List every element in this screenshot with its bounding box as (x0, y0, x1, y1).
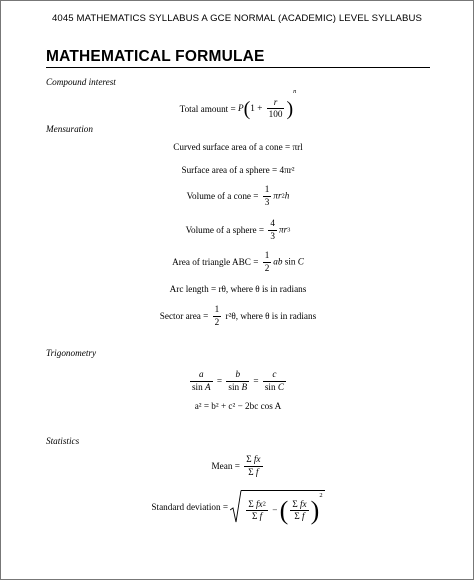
formula-cone-volume: Volume of a cone = $\frac{1}{3}$ πr2h (186, 184, 290, 207)
mean-label: Mean = (211, 461, 240, 472)
sector-area-label: Sector area = (159, 311, 209, 322)
section-compound-interest: Compound interest (46, 77, 116, 87)
formula-cosine-rule: a² = b² + c² − 2bc cos A (194, 401, 282, 411)
title-underline (46, 67, 430, 68)
formula-arc-length: Arc length = rθ, where θ is in radians (169, 284, 307, 294)
formula-triangle-area: Area of triangle ABC = $\frac{1}{2}$ ab sin C (172, 250, 304, 273)
formula-standard-deviation (46, 490, 430, 524)
page-header: 4045 MATHEMATICS SYLLABUS A GCE NORMAL (ACADEMIC) LEVEL SYLLABUS (51, 13, 422, 24)
sd-label: Standard deviation = (151, 501, 229, 512)
formula-sphere-volume: Volume of a sphere = $\frac{4}{3}$ πr3 (185, 218, 291, 241)
formula-total-amount: Total amount = P(1 + $\frac{r}{100}$ )$^n$ (179, 88, 297, 120)
square-root-sign: $\frac{\text{Σ fx2}}{\text{Σ f}}$ − ( $\frac{\text{Σ fx}}{\text{Σ f}}$ )$^2$ (230, 490, 324, 524)
section-mensuration: Mensuration (46, 124, 93, 134)
section-statistics: Statistics (46, 436, 80, 446)
formula-sector-area: Sector area = $\frac{1}{2}$ r²θ, where θ is in radians (159, 304, 317, 327)
formula-mean: Mean = $\frac{\text{Σ fx}}{\text{Σ f}}$ (211, 454, 261, 477)
cone-volume-label: Volume of a cone = (186, 191, 259, 202)
sphere-volume-label: Volume of a sphere = (185, 225, 265, 236)
formula-sphere-surface-area: Surface area of a sphere = 4πr² (181, 165, 295, 175)
formula-sine-rule: $\frac{a}{\text{sin A}}$ = $\frac{b}{\text{sin B}}$ = $\frac{c}{\text{sin C}}$ (191, 369, 285, 392)
page-title: MATHEMATICAL FORMULAE (46, 48, 265, 65)
formula-curved-surface-area: Curved surface area of a cone = πrl (173, 142, 303, 152)
triangle-area-label: Area of triangle ABC = (172, 257, 259, 268)
sector-area-suffix: r²θ, where θ is in radians (225, 311, 317, 322)
section-trigonometry: Trigonometry (46, 348, 97, 358)
total-amount-label: Total amount = (179, 103, 236, 114)
